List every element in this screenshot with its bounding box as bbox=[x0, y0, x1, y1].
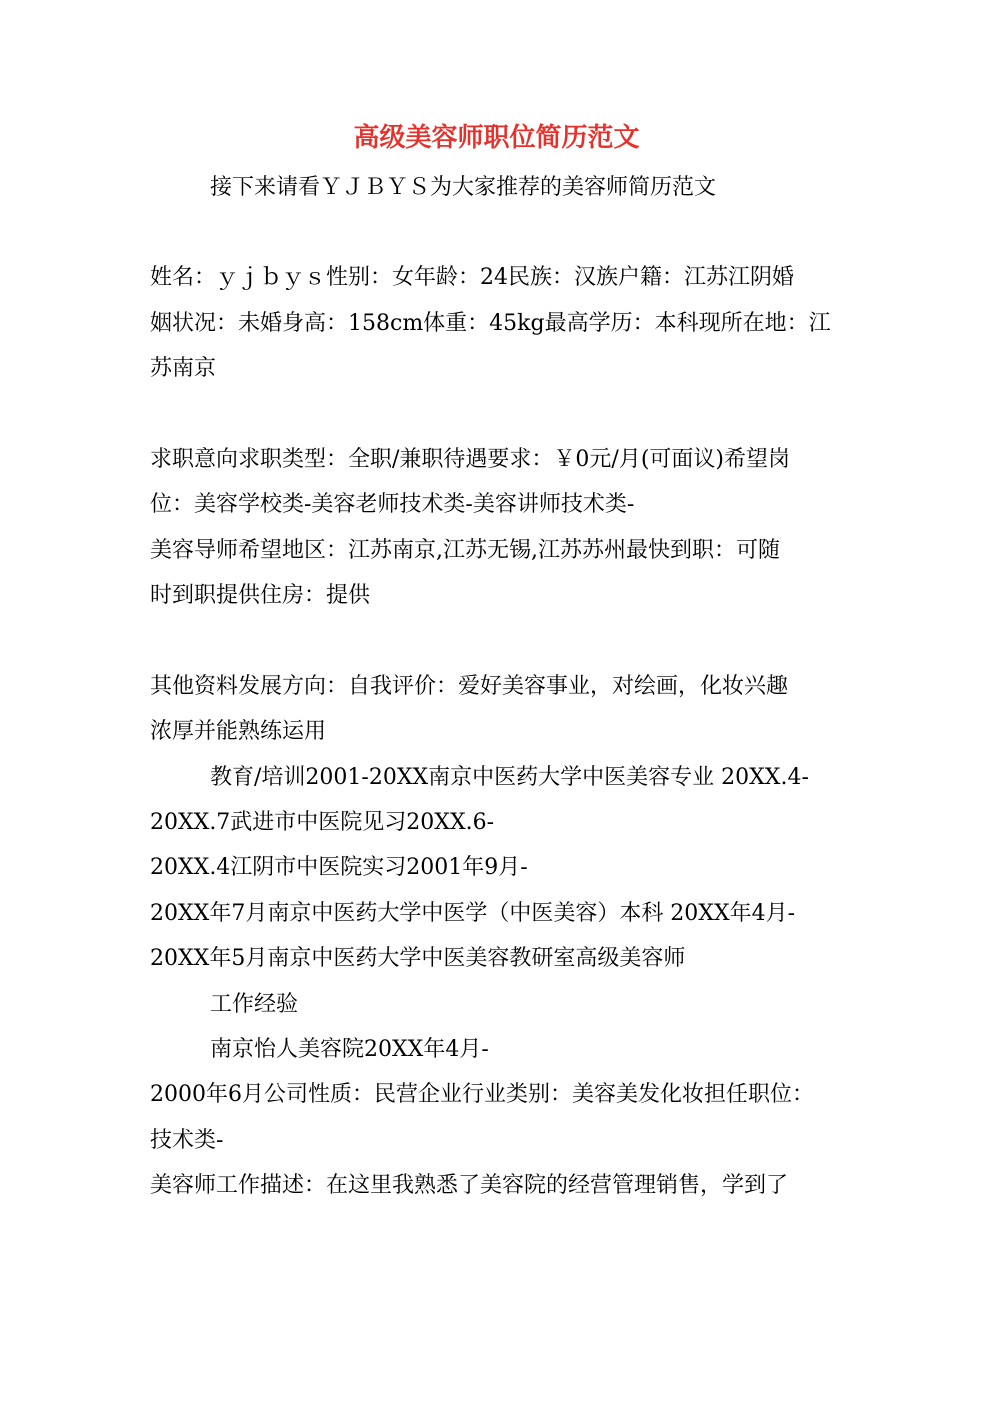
text-line: 20XX年5月南京中医药大学中医美容教研室高级美容师 bbox=[150, 946, 686, 971]
text-line: 浓厚并能熟练运用 bbox=[150, 719, 327, 744]
text-line: 姓名：ｙｊｂｙｓ性别：女年龄：24民族：汉族户籍：江苏江阴婚 bbox=[150, 265, 794, 290]
text-line: 姻状况：未婚身高：158cm体重：45kg最高学历：本科现所在地：江 bbox=[150, 311, 831, 336]
text-line: 20XX.7武进市中医院见习20XX.6- bbox=[150, 810, 495, 835]
intro-line: 接下来请看ＹＪＢＹＳ为大家推荐的美容师简历范文 bbox=[210, 175, 717, 200]
text-line: 2000年6月公司性质：民营企业行业类别：美容美发化妆担任职位： bbox=[150, 1082, 814, 1107]
text-line: 时到职提供住房：提供 bbox=[150, 583, 371, 608]
text-line: 20XX年7月南京中医药大学中医学（中医美容）本科 20XX年4月- bbox=[150, 901, 796, 926]
text-line: 20XX.4江阴市中医院实习2001年9月- bbox=[150, 855, 528, 880]
text-line: 美容师工作描述：在这里我熟悉了美容院的经营管理销售，学到了 bbox=[150, 1173, 789, 1198]
text-line: 求职意向求职类型：全职/兼职待遇要求：￥0元/月(可面议)希望岗 bbox=[150, 447, 790, 472]
text-line: 南京怡人美容院20XX年4月- bbox=[210, 1037, 489, 1062]
text-line: 技术类- bbox=[150, 1128, 224, 1153]
document-title: 高级美容师职位简历范文 bbox=[353, 123, 640, 153]
text-line: 教育/培训2001-20XX南京中医药大学中医美容专业 20XX.4- bbox=[210, 765, 809, 790]
text-line: 位：美容学校类-美容老师技术类-美容讲师技术类- bbox=[150, 492, 635, 517]
section-heading: 工作经验 bbox=[210, 992, 299, 1017]
text-line: 苏南京 bbox=[150, 356, 217, 381]
text-line: 美容导师希望地区：江苏南京,江苏无锡,江苏苏州最快到职：可随 bbox=[150, 538, 780, 563]
text-line: 其他资料发展方向：自我评价：爱好美容事业，对绘画，化妆兴趣 bbox=[150, 674, 789, 699]
